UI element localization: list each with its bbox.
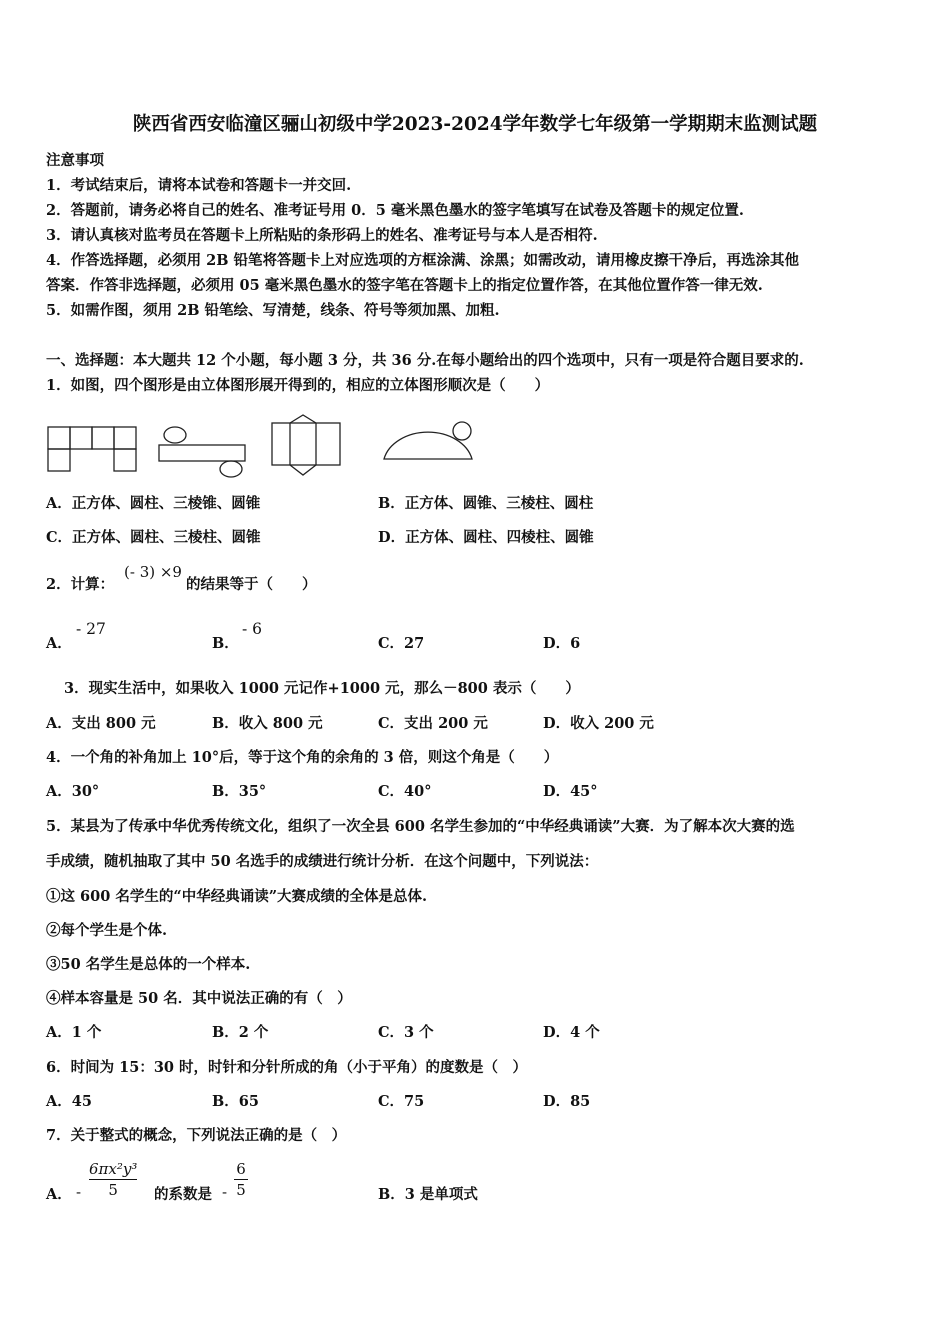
q6-option-d: D．85: [543, 1093, 591, 1110]
q4-option-c: C．40°: [378, 783, 432, 800]
q2-option-c: C．27: [378, 635, 425, 652]
q5-option-b: B．2 个: [212, 1024, 269, 1041]
q5-option-d: D．4 个: [543, 1024, 600, 1041]
coefficient-numerator: 6: [236, 1160, 246, 1178]
q5-stem-line2: 手成绩，随机抽取了其中 50 名选手的成绩进行统计分析．在这个问题中，下列说法：: [46, 853, 599, 870]
q2-option-b-label: B．: [212, 635, 239, 652]
q7-option-b: B．3 是单项式: [378, 1186, 478, 1203]
q5-stem-line1: 5．某县为了传承中华优秀传统文化，组织了一次全县 600 名学生参加的“中华经典诵读”大赛．为了解本次大赛的选: [46, 818, 795, 835]
q6-stem: 6．时间为 15：30 时，时针和分针所成的角（小于平角）的度数是（ ）: [46, 1059, 528, 1076]
q2-expression: (- 3) ×9: [124, 563, 182, 581]
q3-option-d: D．收入 200 元: [543, 715, 654, 732]
q6-option-c: C．75: [378, 1093, 425, 1110]
q5-option-a: A．1 个: [46, 1024, 102, 1041]
q3-stem: 3．现实生活中，如果收入 1000 元记作+1000 元，那么－800 表示（ ）: [64, 680, 580, 697]
cube-net-figure: [46, 415, 141, 480]
q2-option-a-label: A．: [46, 635, 72, 652]
q7-option-a-minus: -: [76, 1183, 82, 1201]
notice-item-4-cont: 答案．作答非选择题，必须用 05 毫米黑色墨水的签字笔在答题卡上的指定位置作答，在其他位置作答一律无效.: [46, 277, 763, 294]
q2-prefix: 2．计算：: [46, 576, 115, 593]
notice-item-5: 5．如需作图，须用 2B 铅笔绘、写清楚，线条、符号等须加黑、加粗.: [46, 302, 500, 319]
q4-option-a: A．30°: [46, 783, 100, 800]
q1-option-b: B．正方体、圆锥、三棱柱、圆柱: [378, 495, 594, 512]
q2-suffix: 的结果等于（ ）: [186, 576, 317, 593]
notice-heading: 注意事项: [46, 152, 104, 169]
page-title: 陕西省西安临潼区骊山初级中学2023-2024学年数学七年级第一学期期末监测试题: [132, 114, 818, 135]
section-heading: 一、选择题：本大题共 12 个小题，每小题 3 分，共 36 分.在每小题给出的四个选项中，只有一项是符合题目要求的.: [46, 352, 804, 369]
notice-item-3: 3．请认真核对监考员在答题卡上所粘贴的条形码上的姓名、准考证号与本人是否相符.: [46, 227, 598, 244]
cone-net-figure: [380, 415, 480, 465]
q3-option-a: A．支出 800 元: [46, 715, 156, 732]
q1-option-a: A．正方体、圆柱、三棱锥、圆锥: [46, 495, 261, 512]
q4-option-d: D．45°: [543, 783, 598, 800]
q5-option-c: C．3 个: [378, 1024, 434, 1041]
q5-statement-2: ②每个学生是个体.: [46, 922, 168, 939]
q2-option-d: D．6: [543, 635, 581, 652]
q6-option-b: B．65: [212, 1093, 259, 1110]
q7-option-a-fraction: [89, 1160, 137, 1199]
fraction-bar: [89, 1179, 137, 1180]
q4-stem: 4．一个角的补角加上 10°后，等于这个角的余角的 3 倍，则这个角是（ ）: [46, 749, 559, 766]
q7-option-a-coefficient: [234, 1160, 248, 1199]
notice-item-2: 2．答题前，请务必将自己的姓名、准考证号用 0．5 毫米黑色墨水的签字笔填写在试卷及答题卡的规定位置.: [46, 202, 744, 219]
q7-option-a-text: 的系数是: [154, 1186, 212, 1203]
notice-item-4: 4．作答选择题，必须用 2B 铅笔将答题卡上对应选项的方框涂满、涂黑；如需改动，请用橡皮擦干净后，再选涂其他: [46, 252, 800, 269]
cylinder-net-figure: [155, 425, 250, 480]
q2-option-a-value: - 27: [76, 620, 106, 638]
q3-option-c: C．支出 200 元: [378, 715, 488, 732]
notice-item-1: 1．考试结束后，请将本试卷和答题卡一并交回.: [46, 177, 352, 194]
q5-statement-1: ①这 600 名学生的“中华经典诵读”大赛成绩的全体是总体.: [46, 888, 428, 905]
q1-stem: 1．如图，四个图形是由立体图形展开得到的，相应的立体图形顺次是（ ）: [46, 377, 550, 394]
q6-option-a: A．45: [46, 1093, 92, 1110]
q1-option-d: D．正方体、圆柱、四棱柱、圆锥: [378, 529, 594, 546]
q5-statement-3: ③50 名学生是总体的一个样本.: [46, 956, 251, 973]
fraction-denominator: 5: [108, 1181, 118, 1199]
prism-net-figure: [270, 415, 345, 485]
q4-option-b: B．35°: [212, 783, 267, 800]
coefficient-bar: [234, 1179, 248, 1180]
q7-option-a-label: A．: [46, 1186, 72, 1203]
q2-option-b-value: - 6: [242, 620, 263, 638]
coefficient-denominator: 5: [236, 1181, 246, 1199]
q3-option-b: B．收入 800 元: [212, 715, 323, 732]
q7-stem: 7．关于整式的概念，下列说法正确的是（ ）: [46, 1127, 347, 1144]
q7-option-a-minus2: -: [222, 1183, 228, 1201]
fraction-numerator: 6πx²y³: [89, 1160, 138, 1178]
q5-statement-4: ④样本容量是 50 名．其中说法正确的有（ ）: [46, 990, 352, 1007]
q1-option-c: C．正方体、圆柱、三棱柱、圆锥: [46, 529, 261, 546]
